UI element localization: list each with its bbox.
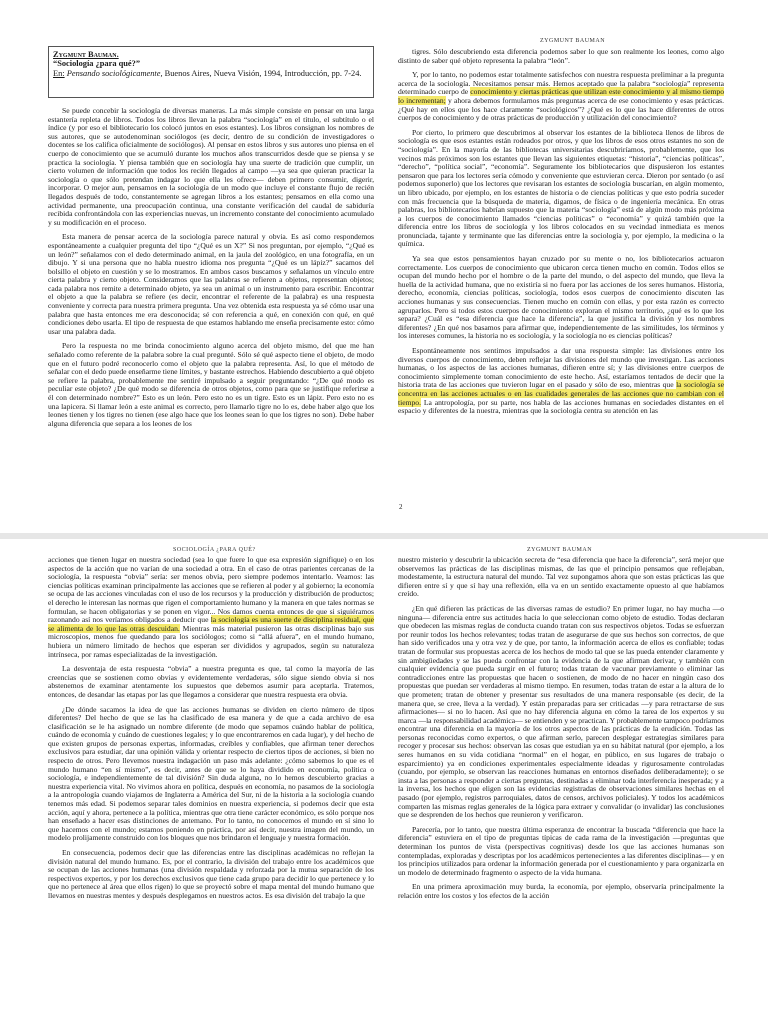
citation-title: “Sociología ¿para qué?” <box>53 59 141 69</box>
citation-box <box>48 46 374 98</box>
paragraph: En una primera aproximación muy burda, la economía, por ejemplo, observaría principalmente la relación entre los costos y los efectos de la acción <box>398 882 724 900</box>
paragraph: Por cierto, lo primero que descubrimos al observar los estantes de la biblioteca llenos de libros de sociología es que esos estantes están rodeados por otros, y que los libros de esos otros estantes no son de “sociología”. En la mayoría de las bibliotecas universitarias descubriríamos, probablemente, que los vecinos más próximos son los estantes que llevan las siguientes etiquetas: “historia”, “ciencias políticas”, “derecho”, “política social”, “economía”. Seguramente los bibliotecarios que dispusieron los estantes pensaron que para los lectores sería cómodo y conveniente que estuvieran cerca. Dieron por sentado (o así podemos suponerlo) que los lectores que revisaran los estantes de sociología buscarían, en algún momento, un libro ubicado, por ejemplo, en los estantes de historia o de ciencias políticas y que esto podría suceder con más frecuencia que la búsqueda de materia, digamos, de física o de ingeniería mecánica. En otras palabras, los bibliotecarios habrían supuesto que la materia “sociología” está de algún modo más próxima a los cuerpos de conocimiento llamados “ciencias políticas” o “economía” y quizá también que la diferencia entre los libros de sociología y los libros colocados en su vecindad inmediata es menos pronunciada, tajante y terminante que las diferencias entre la sociología y, por ejemplo, la medicina o la química. <box>398 127 724 249</box>
column-right-top <box>398 48 724 503</box>
page-divider <box>0 533 768 539</box>
citation-author: Zygmunt Bauman. <box>53 50 119 59</box>
paragraph-with-highlight <box>398 71 724 123</box>
paragraph-with-highlight <box>48 556 374 659</box>
highlighted-text: la sociología se concentra en las acciones actuales o en las cualidades generales de las acciones que no cambian con el tiempo. <box>398 380 724 407</box>
text-run: Espontáneamente nos sentimos impulsados a dar una respuesta simple: las divisiones entre los diversos cuerpos de conocimiento, deben reflejar las divisiones del mundo que investigan. Las acciones humanas, o los aspectos de las acciones humanas, difieren entre sí; y las divisiones entre cuerpos de conocimiento simplemente toman conocimiento de este hecho. Así, estaríamos tentados de decir que la historia trata de las acciones que tuvieron lugar en el pasado y sólo de eso, mientras que <box>398 346 724 390</box>
paragraph: nuestro misterio y descubrir la ubicación secreta de “esa diferencia que hace la diferencia”, será mejor que observemos las prácticas de las disciplinas mismas, de las que el principio pensamos que reflejaban, modestamente, la estructura natural del mundo. Tal vez supongamos ahora que son estas prácticas las que difieren entre sí y que sí hay una reflexión, ella va en un sentido exactamente opuesto al que habíamos creído. <box>398 556 724 599</box>
paragraph: La desventaja de esta respuesta “obvia” a nuestra pregunta es que, tal como la mayoría de las creencias que se sostienen como obvias y evidentemente verdaderas, sólo sigue siendo obvia si nos abstenemos de examinar atentamente los supuestos que debemos asumir para aceptarla. Tratemos, entonces, de desandar las etapas por las que llegamos a considerar que nuestra respuesta era obvia. <box>48 664 374 699</box>
highlighted-text: la sociología es una suerte de disciplina residual, que se alimenta de lo que las otras descuidan. <box>48 615 374 633</box>
text-run: y ahora debemos formularnos más preguntas acerca de ese conocimiento y esas prácticas. ¿Qué hay en ellos que los hace claramente “sociológicos”? ¿Qué es lo que las hace diferentes de otros cuerpos de conocimiento y de otras prácticas de producción y utilización del conocimiento? <box>398 95 724 123</box>
paragraph: En consecuencia, podemos decir que las diferencias entre las disciplinas académicas no reflejan la división natural del mundo humano. Es, por el contrario, la división del trabajo entre los académicos que se ocupan de las acciones humanas (una división respaldada y reforzada por la mutua separación de los respectivos expertos, y por los derechos exclusivos que tiene cada grupo para decidir lo que pertenece y lo que no pertenece al área que ellos rigen) lo que se proyectó sobre el mapa mental del mundo humano que llevamos en nuestras mentes y después desplegamos en nuestros actos. Es esa división del trabajo la que <box>48 848 374 900</box>
citation-details: Buenos Aires, Nueva Visión, 1994, Introducción, pp. 7-24. <box>162 68 362 78</box>
text-run: La antropología, por su parte, nos habla de las acciones humanas en sociedades distantes en el espacio y diferentes de la nuestra, mientras que la sociología centra su atención en las <box>398 397 724 416</box>
highlighted-text: conocimiento y ciertas prácticas que utilizan este conocimiento y al mismo tiempo lo incrementan; <box>398 87 724 105</box>
paragraph: Parecería, por lo tanto, que nuestra última esperanza de encontrar la buscada “diferencia que hace la diferencia” estuviera en el tipo de preguntas típicas de cada rama de la investigación —preguntas que determinan los puntos de vista (perspectivas cognitivas) desde los que las acciones humanas son contempladas, exploradas y descriptas por los académicos pertenecientes a las diferentes disciplinas— y en los principios utilizados para ordenar la información generada por el cuestionamiento y para organizarla en un modelo de determinado fragmento o aspecto de la vida humana. <box>398 824 724 877</box>
page-number: 2 <box>399 503 403 511</box>
text-run: Mientras más material pusieron las otras disciplinas bajo sus microscopios, menos fue quedando para los sociólogos; como si “allá afuera”, en el mundo humano, hubiera un número limitado de hechos que esperan ser divididos y agrupados, según su naturaleza intrínseca, por ramas especializadas de la investigación. <box>48 623 374 659</box>
paragraph: Ya sea que estos pensamientos hayan cruzado por su mente o no, los bibliotecarios actuaron correctamente. Los cuerpos de conocimiento que ubicaron cerca tienen mucho en común. Todos ellos se ocupan del mundo hecho por el hombre o de la parte del mundo, o del aspecto del mundo, que lleva la huella de la actividad humana, que no existiría si no fuera por las acciones de los seres humanos. Historia, derecho, economía, ciencias políticas, sociología, todos esos cuerpos de conocimiento discuten las acciones humanas y sus consecuencias. Tienen mucho en común con ellas, y por esta razón es correcto agruparlos. Pero si todos estos cuerpos de conocimiento exploran el mismo territorio, ¿qué es lo que los separa? ¿Cuál es “esa diferencia que hace la diferencia”, la que justifica la división y los nombres diferentes? ¿En qué nos basamos para afirmar que, independientemente de las similitudes, los términos y los intereses comunes, la historia no es sociología, y la sociología no es ciencias políticas? <box>398 254 724 341</box>
paragraph: Se puede concebir la sociología de diversas maneras. La más simple consiste en pensar en una larga estantería repleta de libros. Todos los libros llevan la palabra “sociología” en el título, el subtítulo o el índice (y por eso el bibliotecario los colocó juntos en esos estantes). Los libros consignan los nombres de sus autores, que se autodenominan sociólogos (es decir, dentro de su condición de investigadores o docentes se los califica oficialmente de sociólogos). Al pensar en estos libros y sus autores uno piensa en el cuerpo de conocimiento que se acumuló durante los muchos años transcurridos desde que se piensa y se practica la sociología. Y piensa también que en sociología hay una suerte de tradición que cumplir, un cierto volumen de información que todos los recién llegados al campo —ya sea que quieran practicar la sociología o que sólo pretendan indagar lo que ella les ofrece— deben primero consumir, digerir, incorporar. O mejor aun, pensamos en la sociología de un modo que incluye el constante flujo de recién llegados después de todo, constantemente se agregan libros a los estantes; pensamos en ella como una actividad permanente, una preocupación continua, una constante verificación del caudal de sabiduría recibida confrontándola con las experiencias nuevas, un incremento constante del conocimiento acumulado y su modificación en el proceso. <box>48 107 374 227</box>
column-left-top <box>48 107 374 527</box>
column-left-bottom <box>48 556 374 1024</box>
running-head-bottom-left: SOCIOLOGÍA ¿PARA QUÉ? <box>173 547 256 553</box>
paragraph: ¿De dónde sacamos la idea de que las acciones humanas se dividen en cierto número de tipos diferentes? Del hecho de que se las ha clasificado de esa manera y de que a cada archivo de esa clasificación se le ha asignado un nombre diferente (de modo que sepamos cuándo hablar de política, cuándo de economía y cuándo de cuestiones legales; y lo que encontraremos en cada lugar), y del hecho de que existen grupos de personas expertas, informadas, creíbles y confiables, que afirman tener derechos exclusivos para estudiar, dar una opinión válida y orientar respecto de ciertos tipos de acciones, si bien no respecto de otros. Pero llevemos nuestra indagación un paso más adelante: ¿cómo sabemos lo que es el mundo humano “en sí mismo”, es decir, antes de que se lo haya dividido en economía, política o sociología, e independientemente de tal división? Sin duda alguna, no lo hemos descubierto gracias a nuestra experiencia vital. No vivimos ahora en política, después en economía, no pasamos de la sociología a la antropología cuando viajamos de Inglaterra a América del Sur, ni de la historia a la sociología cuando tenemos más edad. Si podemos separar tales dominios en nuestra experiencia, si podemos decir que esta acción, aquí y ahora, pertenece a la política, mientras que otra tiene carácter económico, es sólo porque nos han enseñado a hacer esas distinciones de antemano. Por lo tanto, no conocemos el mundo en sí sino lo que hacemos con el mundo; estamos poniendo en práctica, por así decir, nuestra imagen del mundo, un modelo prolijamente construido con los bloques que nos brindaron el lenguaje y nuestra formación. <box>48 704 374 843</box>
running-head-bottom-right: ZYGMUNT BAUMAN <box>527 547 593 553</box>
citation-en: En: <box>53 68 65 78</box>
text-run: acciones que tienen lugar en nuestra sociedad (sea lo que fuere lo que esa expresión signifique) o en los aspectos de la acción que no varían de una sociedad a otra. En el caso de otras parientes cercanas de la sociología, la respuesta “obvia” sería: ser menos obvia, pero siempre podemos intentarlo. Veamos: las ciencias políticas examinan principalmente las acciones que se refieren al poder y al gobierno; la economía se ocupa de las acciones vinculadas con el uso de los recursos y la producción y distribución de productos; el derecho le interesan las normas que rigen el comportamiento humano y la manera en que tales normas se formulan, se hacen obligatorias y se ponen en vigor... Nos damos cuenta entonces de que si siguiéramos razonando así nos veríamos obligados a deducir que <box>48 556 374 625</box>
running-head-top-right: ZYGMUNT BAUMAN <box>540 38 606 44</box>
citation-book: Pensando sociológicamente, <box>66 68 163 78</box>
paragraph-with-highlight <box>398 347 724 416</box>
paragraph: ¿En qué difieren las prácticas de las diversas ramas de estudio? En primer lugar, no hay mucha —o ninguna— diferencia entre sus actitudes hacia lo que seleccionan como objeto de estudio. Todas declaran que obedecen las mismas reglas de conducta cuando tratan con sus respectivos objetos. Todas se esfuerzan por reunir todos los hechos relevantes; todas tratan de asegurarse de que sus hechos son correctos, de que han sido verificados una y otra vez y de que, por tanto, la información acerca de ellos es confiable; todas tratan de formular sus propuestas acerca de los hechos de modo tal que se las pueda entender claramente y sin ambigüedades y se las pueda confrontar con la evidencia de la que afirman derivar, y también con cualquier evidencia que pueda surgir en el futuro; todas tratan de vacunar previamente o eliminar las contradicciones entre las propuestas que hacen o sostienen, de modo de no hacer en ningún caso dos propuestas que puedan ser verdaderas al mismo tiempo. En resumen, todas tratan de estar a la altura de lo que prometen; tratan de obtener y presentar sus resultados de una manera responsable (es decir, de la manera que, se cree, lleva a la verdad). Y están preparadas para ser criticadas —y para retractarse de sus afirmaciones— si no lo hacen. Así que no hay diferencia alguna en cómo la tarea de los expertos y su marca —la responsabilidad académica— se entienden y se practican. Y probablemente tampoco podríamos encontrar una diferencia en la mayoría de los otros aspectos de las prácticas de la erudición. Todas las personas reconocidas como expertos, o que afirman serlo, parecen desplegar estrategias similares para recoger y procesar sus hechos: observan las cosas que estudian ya en su hábitat natural (por ejemplo, a los seres humanos en su vida cotidiana “normal” en el hogar, en público, en sus lugares de trabajo o esparcimiento) ya en condiciones experimentales especialmente ideadas y rigurosamente controladas (cuando, por ejemplo, se observan las reacciones humanas en entornos diseñados deliberadamente); o se insta a las personas a responder a ciertas preguntas, destinadas a eliminar toda interferencia inesperada; y a la inversa, los hechos que eligen son las evidencias registradas de observaciones similares hechas en el pasado (por ejemplo, registros parroquiales, datos de censos, archivos policiales). Y todos los académicos comparten las mismas reglas generales de la lógica para extraer y convalidar (o invalidar) las conclusiones que se desprenden de los hechos que reunieron y verificaron. <box>398 603 724 820</box>
column-right-bottom <box>398 556 724 1024</box>
paragraph: tigres. Sólo descubriendo esta diferencia podemos saber lo que son realmente los leones, como algo distinto de saber qué objeto representa la palabra “león”. <box>398 48 724 65</box>
paragraph: Pero la respuesta no me brinda conocimiento alguno acerca del objeto mismo, del que me han señalado como referente de la palabra sobre la cual pregunté. Sólo sé qué aspecto tiene el objeto, de modo que en el futuro podré reconocerlo como el objeto que la palabra representa. Así, lo que el método de señalar con el dedo puede enseñarme tiene límites, y bastante estrechos. Habiendo descubierto a qué objeto se refiere la palabra, probablemente me sentiré impulsado a seguir preguntando: “¿De qué modo es peculiar este objeto? ¿De qué modo se diferencia de otros objetos, como para que se justifique referirse a él con determinado nombre?” Esto es un león. Pero esto no es un tigre. Esto es un lápiz. Pero esto no es una lapicera. Si llamar león a este animal es correcto, pero llamarlo tigre no lo es, debe haber algo que los leones tienen y los tigres no tienen (ese algo hace que los leones sean lo que los tigres no son). Debe haber alguna diferencia que separa a los leones de los <box>48 341 374 428</box>
text-run: Y, por lo tanto, no podemos estar totalmente satisfechos con nuestra respuesta preliminar a la pregunta acerca de la sociología. Necesitamos pensar más. Hemos aceptado que la palabra “sociología” representa determinado cuerpo de <box>398 70 724 97</box>
paragraph: Esta manera de pensar acerca de la sociología parece natural y obvia. Es así como respondemos espontáneamente a cualquier pregunta del tipo “¿Qué es un X?” Si nos preguntan, por ejemplo, “¿Qué es un león?” señalamos con el dedo determinado animal, en la jaula del zoológico, en una fotografía, en un dibujo. Y si una persona que no habla nuestro idioma nos pregunta “¿Qué es un lápiz?” sacamos del bolsillo el objeto en cuestión y se lo mostramos. En ambos casos buscamos y señalamos un vínculo entre cierta palabra y cierto objeto. Consideramos que las palabras se refieren a objetos, representan objetos; cada palabra nos remite a determinado objeto, ya sea un animal o un instrumento para escribir. Encontrar el objeto a que la palabra se refiere (es decir, encontrar el referente de la palabra) es una respuesta conveniente y correcta para nuestra primera pregunta. Una vez obtenida esta respuesta ya sé cómo usar una palabra que hasta entonces me era desconocida; sé con referencia a qué, en conexión con qué, en qué condiciones debo usarla. El tipo de respuesta de que estamos hablando me enseña precisamente esto: cómo usar una palabra dada. <box>48 232 374 336</box>
